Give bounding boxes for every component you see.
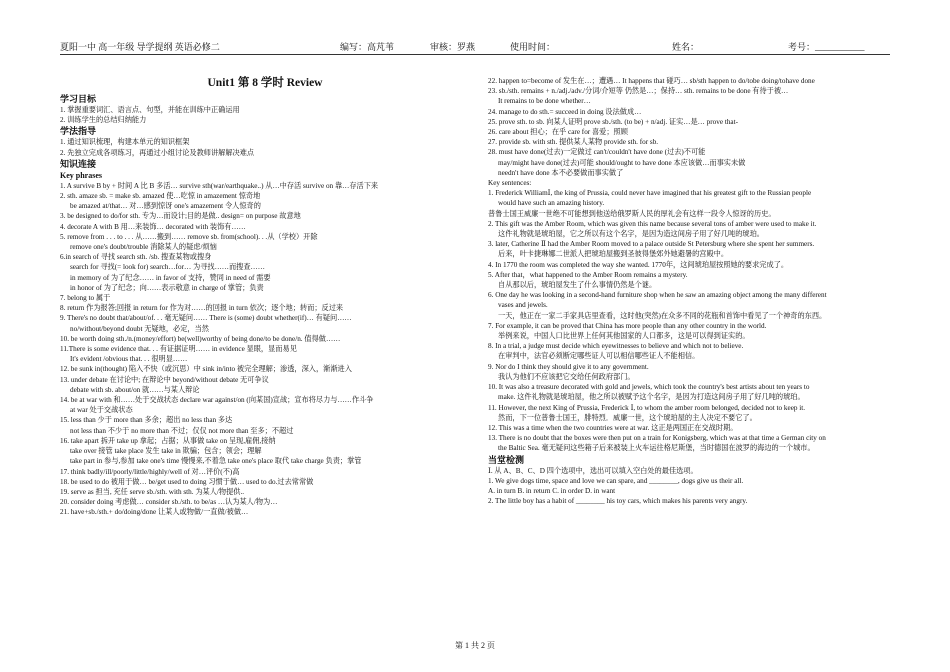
phrase-line: 26. care about 担心；在乎 care for 喜爱；照顾	[488, 128, 628, 137]
sentence-line: 4. In 1770 the room was completed the way she wanted. 1770年，这间琥珀屋按照她的要求完成了。	[488, 260, 789, 269]
sentence-line: 一天，他正在一家二手家具店里查看，这时他(突然)在众多不同的花瓶和首饰中看见了一个神奇的东西。	[498, 311, 827, 320]
guide-item: 1. 通过知识梳理，构建本单元的知识框架	[60, 138, 190, 147]
sentence-line: 8. In a trial, a judge must decide which eyewitnesses to believe and which not to believe.	[488, 342, 744, 351]
phrases-heading: Key phrases	[60, 170, 102, 180]
sentence-line: 1. Frederick WilliamⅠ, the king of Prussia, could never have imagined that his greatest gift to the Russian people	[488, 189, 812, 198]
goals-heading: 学习目标	[60, 94, 97, 104]
phrase-line: 1. A survive B by + 时间 A 比 B 多活… survive sth(war/earthquake..) 从…中存活 survive on 靠…存活下来	[60, 181, 379, 190]
sentence-line: 11. However, the next King of Prussia, Frederick Ⅰ, to whom the amber room belonged, decided not to keep it.	[488, 403, 806, 412]
page-header	[60, 40, 890, 55]
sentence-line: 9. Nor do I think they should give it to any government.	[488, 362, 649, 371]
phrase-line: 14. be at war with 和……处于交战状态 declare war against/on (向某国)宣战；宣布将尽力与……作斗争	[60, 396, 374, 405]
sentence-line: would have such an amazing history.	[498, 199, 605, 208]
phrase-line: 28. must have done(过去)一定做过 can't/couldn't have done (过去)不可能	[488, 148, 706, 157]
phrase-line: 8. return 作为报答;回报 in return for 作为对……的回报 in turn 依次；逐个地；转而；反过来	[60, 304, 344, 313]
sentence-line: 普鲁士国王威廉一世绝不可能想到他送给俄罗斯人民的厚礼会有这样一段令人惊讶的历史。	[488, 209, 776, 218]
guide-heading: 学法指导	[60, 126, 97, 137]
knowledge-heading: 知识连接	[60, 158, 97, 169]
phrase-line: no/without/beyond doubt 无疑地，必定，当然	[70, 324, 209, 333]
guide-item: 2. 先独立完成各项练习，再通过小组讨论及教师讲解解决难点	[60, 148, 255, 157]
phrase-line: 16. take apart 拆开 take up 拿起；占据；从事做 take on 呈现,雇佣,接纳	[60, 436, 276, 445]
sentence-line: 2. This gift was the Amber Room, which was given this name because several tons of amber were used to make it.	[488, 219, 817, 228]
header-date: 使用时间：	[510, 42, 556, 52]
header-number: 考号：___________	[788, 42, 865, 52]
phrase-line: 13. under debate 在讨论中; 在辩论中 beyond/without debate 无可争议	[60, 375, 269, 384]
sentence-line: 7. For example, it can be proved that China has more people than any other country in the world.	[488, 321, 767, 330]
sentences-heading: Key sentences:	[488, 179, 532, 188]
question-1: 1. We give dogs time, space and love we can spare, and ________, dogs give us their all.	[488, 476, 744, 485]
goal-item: 2. 训练学生的总结归纳能力	[60, 116, 147, 125]
phrase-line: 6.in search of 寻找 search sth. /sb. 搜查某物或搜身	[60, 253, 212, 262]
sentence-line: 然而，下一位普鲁士国王，腓特烈．威廉一世，这个琥珀屋的主人决定不要它了。	[498, 413, 757, 422]
phrase-line: 27. provide sb. with sth. 提供某人某物 provide sth. for sb.	[488, 138, 659, 147]
phrase-line: search for 寻找(= look for) search…for… 为寻找……而搜查……	[70, 263, 265, 272]
sentence-line: 13. There is no doubt that the boxes were then put on a train for Konigsberg, which was at that time a German city on	[488, 434, 826, 443]
phrase-line: 12. be sunk in(thought) 陷入不快（或沉思）中 sink in/into 被完全理解；渗透，深入，渐渐进入	[60, 365, 352, 374]
phrase-line: at war 处于交战状态	[70, 406, 133, 415]
phrase-line: needn't have done 本不必要做而事实做了	[498, 168, 624, 177]
phrase-line: 18. be used to do 被用于做… be/get used to doing 习惯于做… used to do.过去常常做	[60, 477, 314, 486]
sentence-line: make. 这件礼物就是琥珀屋，他之所以被赋予这个名字，是因为打造这间房子用了好几吨的琥珀。	[498, 393, 805, 402]
phrase-line: 9. There's no doubt that/about/of. . . 毫无疑问…… There is (some) doubt whether(if)… 有疑问……	[60, 314, 352, 323]
phrase-line: 11.There is some evidence that. . . 有证据证明…… in evidence 显眼，显而易见	[60, 345, 297, 354]
phrase-line: 25. prove sth. to sb. 向某人证明 prove sb./sth. (to be) + n/adj. 证实…是… prove that-	[488, 117, 738, 126]
phrase-line: 3. be designed to do/for sth. 专为…而设计;目的是做.. design= on purpose 故意地	[60, 212, 301, 221]
sentence-line: 举例来说，中国人口比世界上任何其他国家的人口都多，这是可以得到证实的。	[498, 332, 750, 341]
question-2: 2. The little boy has a habit of ________ his toy cars, which makes his parents very angry.	[488, 497, 748, 506]
sentence-line: 10. It was also a treasure decorated with gold and jewels, which took the country's best artists about ten years to	[488, 383, 810, 392]
phrase-line: take part in 参与,参加 take one's time 慢慢来,不着急 take one's place 取代 take charge 负责；掌管	[70, 457, 362, 466]
header-name: 姓名：	[672, 42, 700, 52]
phrase-line: 2. sth. amaze sb. = make sb. amazed 使…吃惊 in amazement 惊奇地	[60, 192, 261, 201]
sentence-list	[488, 188, 898, 453]
phrase-line: 21. have+sb./sth.+ do/doing/done 让某人或物做/一直做/被做…	[60, 508, 249, 517]
phrase-line: 4. decorate A with B 用…来装饰… decorated with 装饰有……	[60, 222, 246, 231]
sentence-line: the Baltic Sea. 毫无疑问这些箱子后来被装上火车运往格尼斯堡，当时德国在波罗的海边的一个城市。	[498, 444, 815, 453]
phrase-line: 10. be worth doing sth./n.(money/effort) be(well)worthy of being done/to be done/n. 值得做……	[60, 334, 341, 343]
phrase-line: may/might have done(过去)可能 should/ought to have done 本应该做…而事实未做	[498, 158, 746, 167]
sentence-line: 后来，叶卡捷琳娜二世派人把琥珀屋搬到圣彼得堡郊外她避暑的宫殿中。	[498, 250, 729, 259]
phrase-line: in honor of 为了纪念；向……表示敬意 in charge of 掌管；负责	[70, 283, 264, 292]
phrase-line: 7. belong to 属于	[60, 294, 111, 303]
header-author: 编写：高芃苇	[340, 42, 395, 52]
header-school: 夏阳一中 高一年级 导学提纲 英语必修二	[60, 42, 220, 52]
goal-item: 1. 掌握重要词汇、语言点、句型，并能在训练中正确运用	[60, 106, 240, 114]
phrase-line: remove one's doubt/trouble 消除某人的疑虑/烦恼	[70, 243, 217, 252]
page-title: Unit1 第 8 学时 Review	[207, 77, 323, 89]
phrase-line: 20. consider doing 考虑做… consider sb./sth. to be/as …认为某人/物为…	[60, 498, 278, 507]
phrase-line: 22. happen to=become of 发生在…；遭遇… It happens that 碰巧… sb/sth happen to do/tobe doing/tohave done	[488, 77, 815, 85]
sentence-line: 自从那以后，琥珀屋发生了什么事情仍然是个谜。	[498, 281, 657, 290]
sentence-line: 12. This was a time when the two countries were at war. 这正是两国正在交战时期。	[488, 423, 738, 432]
phrase-line: 17. think badly/ill/poorly/little/highly/well of 对…评价(不)高	[60, 467, 240, 476]
phrase-list-continued	[488, 76, 898, 178]
phrase-line: not less than 不少于 no more than 不过；仅仅 not more than 至多；不超过	[70, 426, 294, 435]
phrase-line: 19. serve as 担当, 充任 serve sb./sth. with sth. 为某人/物提供..	[60, 487, 245, 496]
sentence-line: vases and jewels.	[498, 301, 548, 310]
right-column	[488, 76, 898, 506]
page-footer: 第 1 共 2 页	[455, 641, 495, 650]
sentence-line: 3. later, Catherine Ⅱ had the Amber Room moved to a palace outside St Petersburg where she spent her summers.	[488, 240, 815, 249]
phrase-line: 24. manage to do sth.= succeed in doing 设法做成…	[488, 107, 642, 116]
phrase-line: take over 接管 take place 发生 take in 欺骗；包含；领会；理解	[70, 447, 262, 456]
test-heading: 当堂检测	[488, 454, 525, 465]
sentence-line: 5. After that，what happened to the Amber Room remains a mystery.	[488, 270, 688, 279]
phrase-line: in memory of 为了纪念…… in favor of 支持，赞同 in need of 需要	[70, 273, 271, 282]
question-1-options: A. in turn B. in return C. in order D. in want	[488, 486, 616, 495]
left-column	[60, 76, 470, 518]
sentence-line: 在审判中，法官必须断定哪些证人可以相信哪些证人不能相信。	[498, 352, 700, 361]
phrase-line: 15. less than 少于 more than 多余；超出 no less than 多达	[60, 416, 233, 425]
phrase-line: be amazed at/that… 对…感到惊讶 one's amazement 令人惊奇的	[70, 202, 261, 211]
test-intro: Ⅰ. 从 A、B、C、D 四个选项中，选出可以填入空白处的最佳选项。	[488, 466, 698, 475]
header-reviewer: 审核：罗燕	[430, 42, 476, 52]
sentence-line: 这件礼物就是琥珀屋，它之所以有这个名字，是因为造这间房子用了好几吨的琥珀。	[498, 230, 764, 239]
sentence-line: 6. One day he was looking in a second-hand furniture shop when he saw an amazing object among the many different	[488, 291, 827, 300]
phrase-line: debate with sb. about/on 就……与某人辩论	[70, 385, 200, 394]
phrase-line: 23. sb./sth. remains + n./adj./adv./分词/介短等 仍然是…；保持… sth. remains to be done 有待于被…	[488, 87, 789, 96]
sentence-line: 我认为他们不应该把它交给任何政府部门。	[498, 372, 635, 381]
phrase-line: 5. remove from . . . to . . . 从……搬到…… remove sb. from(school). . .从（学校）开除	[60, 232, 318, 241]
phrase-line: It remains to be done whether…	[498, 97, 591, 106]
phrase-line: It's evident /obvious that. . . 很明显……	[70, 355, 188, 364]
phrase-list	[60, 181, 470, 518]
